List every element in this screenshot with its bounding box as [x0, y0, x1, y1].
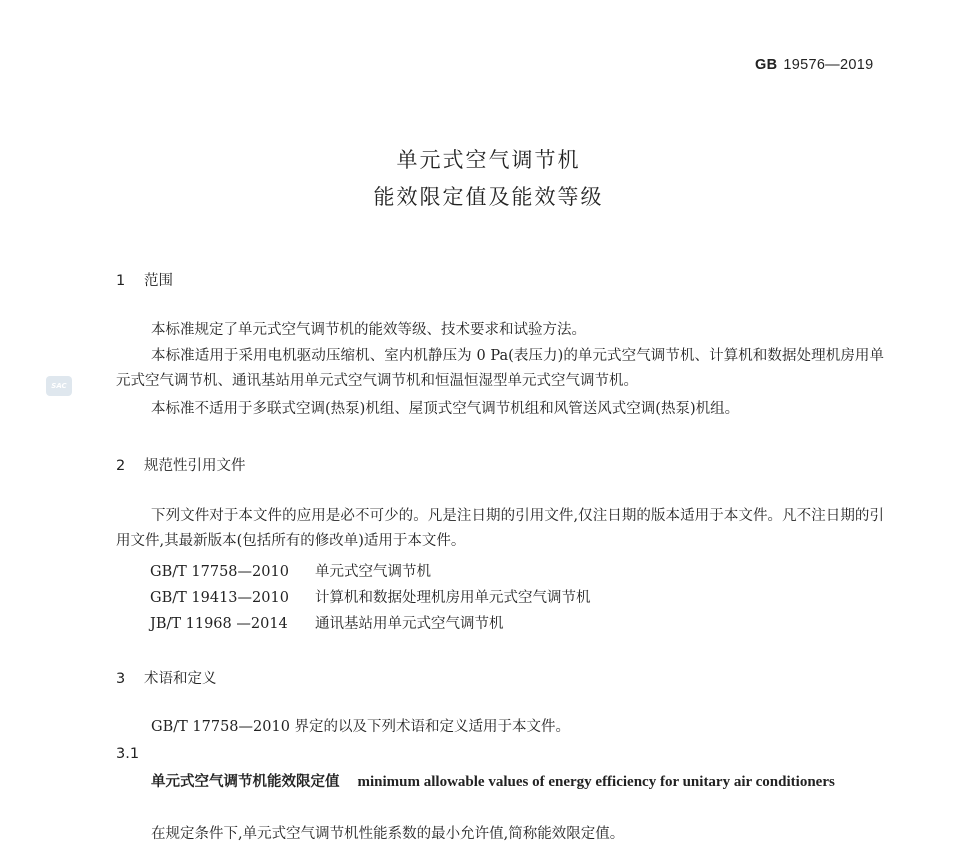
section-1-paragraph-1: 本标准规定了单元式空气调节机的能效等级、技术要求和试验方法。: [151, 322, 586, 338]
normative-reference: [150, 612, 504, 633]
section-3-paragraph-1: GB/T 17758—2010 界定的以及下列术语和定义适用于本文件。: [151, 719, 571, 735]
section-title: 规范性引用文件: [144, 458, 246, 474]
reference-code: GB/T 19413—2010: [150, 590, 289, 606]
sac-watermark-logo: SAC: [46, 376, 72, 396]
standard-prefix: GB: [755, 57, 778, 73]
section-title: 范围: [144, 273, 173, 289]
normative-reference: [150, 560, 431, 581]
section-1-paragraph-3: 本标准不适用于多联式空调(热泵)机组、屋顶式空气调节机组和风管送风式空调(热泵)机组。: [151, 401, 740, 417]
term-entry: [116, 769, 884, 795]
document-title-line2: 能效限定值及能效等级: [373, 185, 604, 209]
term-chinese: 单元式空气调节机能效限定值: [151, 774, 340, 790]
term-definition: 在规定条件下,单元式空气调节机性能系数的最小允许值,简称能效限定值。: [151, 826, 625, 842]
section-1-heading: [116, 269, 173, 290]
clause-number: 3.1: [116, 746, 140, 762]
standard-number: 19576—2019: [783, 57, 874, 73]
reference-code: JB/T 11968 —2014: [150, 616, 288, 632]
normative-reference: [150, 586, 591, 607]
reference-code: GB/T 17758—2010: [150, 564, 289, 580]
reference-title: 通讯基站用单元式空气调节机: [315, 616, 504, 632]
document-title-line1: 单元式空气调节机: [396, 148, 581, 172]
section-number: 1: [116, 273, 126, 289]
section-number: 3: [116, 671, 126, 687]
term-english: minimum allowable values of energy efficiency for unitary air conditioners: [357, 774, 835, 790]
section-3-heading: [116, 667, 217, 688]
standard-code: [755, 57, 873, 73]
section-2-heading: [116, 454, 246, 475]
section-title: 术语和定义: [144, 671, 217, 687]
reference-title: 计算机和数据处理机房用单元式空气调节机: [315, 590, 591, 606]
section-number: 2: [116, 458, 126, 474]
section-1-paragraph-2: 本标准适用于采用电机驱动压缩机、室内机静压为 0 Pa(表压力)的单元式空气调节机、计算机和数据处理机房用单元式空气调节机、通讯基站用单元式空气调节机和恒温恒湿型单元式空气调节机。: [116, 348, 884, 389]
reference-title: 单元式空气调节机: [315, 564, 431, 580]
section-2-paragraph-1: 下列文件对于本文件的应用是必不可少的。凡是注日期的引用文件,仅注日期的版本适用于本文件。凡不注日期的引用文件,其最新版本(包括所有的修改单)适用于本文件。: [116, 508, 884, 549]
